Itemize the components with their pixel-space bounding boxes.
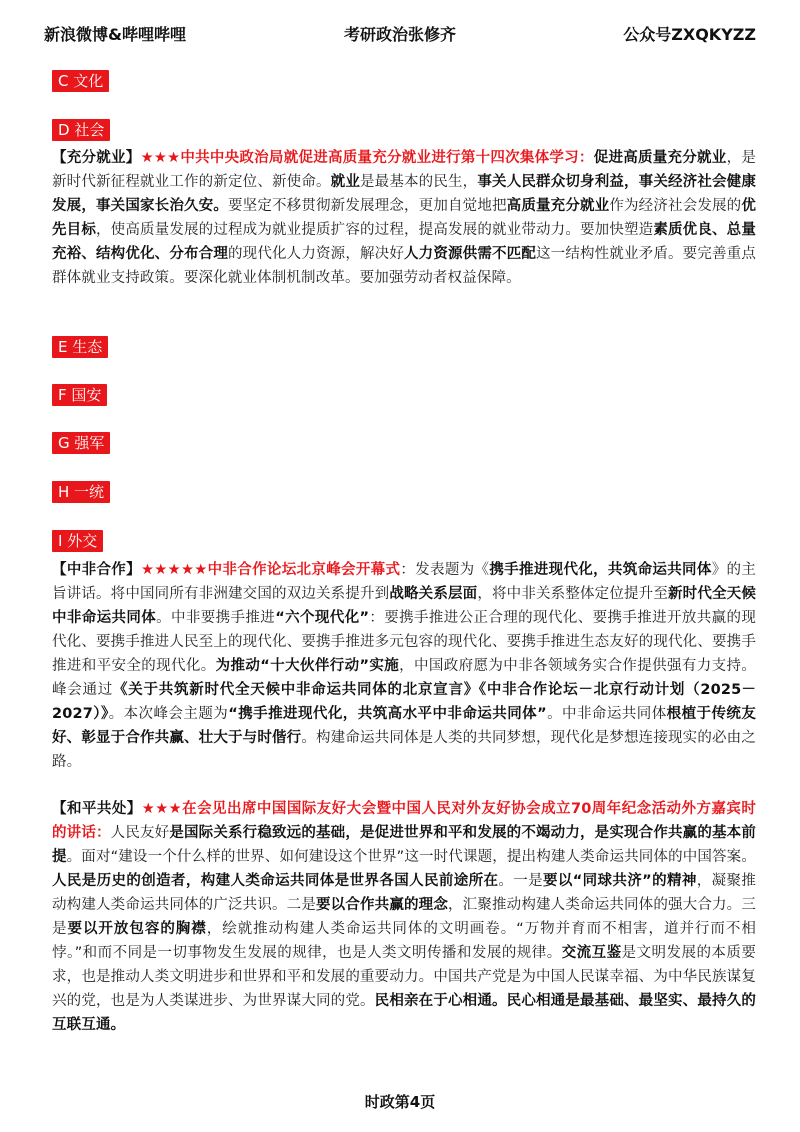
section3-text: 人民是历史的创造者，构建人类命运共同体是世界各国人民前途所在 bbox=[52, 873, 499, 889]
section3-text: ，汇聚推动构建人类命运共同体的强大合力。三是 bbox=[52, 897, 756, 937]
section1-text: ，是新时代新征程就业工作的新定位、新使命。 bbox=[52, 150, 756, 190]
section2-text: ，中国政府愿为中非各领域务实合作提供强有力支持。峰会通过 bbox=[52, 658, 756, 698]
tag-unification: H 一统 bbox=[52, 481, 110, 503]
section3-text: 交流互鉴 bbox=[561, 945, 622, 961]
section2-text: 。中非命运共同体 bbox=[546, 706, 667, 722]
section3-text: 。一是 bbox=[498, 873, 543, 889]
section3-text: 要以“同球共济”的精神 bbox=[542, 873, 697, 889]
section2-text: 。构建命运共同体是人类的共同梦想，现代化是梦想连接现实的必由之路。 bbox=[52, 730, 756, 770]
section2-text: 携手推进现代化，共筑命运共同体 bbox=[489, 562, 712, 578]
section2-text: 为推动“十大伙伴行动”实施 bbox=[215, 658, 400, 674]
section3-bracket: 【和平共处】 bbox=[52, 801, 142, 817]
section1-text: 就业 bbox=[330, 174, 361, 190]
section3-text: 要以合作共赢的理念 bbox=[316, 897, 448, 913]
section1-text: 促进高质量充分就业 bbox=[593, 150, 727, 166]
section1-text: 要坚定不移贯彻新发展理念，更加自觉地把 bbox=[228, 198, 507, 214]
section1-text: 人力资源供需不匹配 bbox=[404, 246, 536, 262]
tag-culture: C 文化 bbox=[52, 70, 109, 92]
section2-text: 战略关系层面 bbox=[389, 586, 478, 602]
section2-text: ：发表题为《 bbox=[400, 562, 490, 578]
section1-text: 是最基本的民生， bbox=[360, 174, 478, 190]
header-title: 考研政治张修齐 bbox=[343, 25, 456, 44]
section3-text: ，绘就推动构建人类命运共同体的文明画卷。“万物并育而不相害，道并行而不相悖。”和而不同是一切事物发生发展的规律，也是人类文明传播和发展的规律。 bbox=[52, 921, 756, 961]
section2-text: 。中非要携手推进 bbox=[156, 610, 276, 626]
section2-headline: ★★★★★中非合作论坛北京峰会开幕式 bbox=[140, 562, 401, 578]
section1-text: 高质量充分就业 bbox=[506, 198, 610, 214]
section2-text: 新时代全天候中非命运共同体 bbox=[52, 586, 756, 626]
header-right-text: 公众号ZXQKYZZ bbox=[623, 25, 756, 44]
section1-text: 优先目标 bbox=[52, 198, 756, 238]
section1-text: 这一结构性就业矛盾。要完善重点群体就业支持政策。要深化就业体制机制改革。要加强劳动者权益保障。 bbox=[52, 246, 756, 286]
section2-text: 根植于传统友好、彰显于合作共赢、壮大于与时偕行 bbox=[52, 706, 757, 746]
section2-text: 《关于共筑新时代全天候中非命运共同体的北京宣言》《中非合作论坛－北京行动计划（2025－2027）》 bbox=[52, 682, 757, 722]
section3-text: 民相亲在于心相通。民心相通是最基础、最坚实、最持久的互联互通。 bbox=[52, 993, 756, 1033]
tag-national-security: F 国安 bbox=[52, 384, 107, 406]
section3-text: 是文明发展的本质要求，也是推动人类文明进步和世界和平和发展的重要动力。中国共产党是为中国人民谋幸福、为中华民族谋复兴的党，也是为人类谋进步、为世界谋大同的党。 bbox=[52, 945, 756, 1009]
section3-text: 是国际关系行稳致远的基础，是促进世界和平和发展的不竭动力，是实现合作共赢的基本前提 bbox=[52, 825, 756, 865]
section3-headline: ★★★在会见出席中国国际友好大会暨中国人民对外友好协会成立70周年纪念活动外方嘉宾时的讲话： bbox=[52, 801, 756, 841]
page-number: 时政第4页 bbox=[364, 1093, 436, 1111]
section2-bracket: 【中非合作】 bbox=[52, 562, 141, 578]
section3-text: 人民友好 bbox=[110, 825, 170, 841]
section3-text: 。面对“建设一个什么样的世界、如何建设这个世界”这一时代课题，提出构建人类命运共同体的中国答案。 bbox=[66, 849, 756, 865]
section2-text: “携手推进现代化，共筑高水平中非命运共同体” bbox=[228, 706, 547, 722]
tag-diplomacy: I 外交 bbox=[52, 530, 103, 552]
tag-ecology: E 生态 bbox=[52, 336, 108, 358]
section1-bracket: 【充分就业】 bbox=[52, 150, 141, 166]
section-peaceful-coexistence bbox=[52, 797, 756, 1037]
section3-text: ，凝聚推动构建人类命运共同体的广泛共识。二是 bbox=[52, 873, 756, 913]
section1-text: ，使高质量发展的过程成为就业提质扩容的过程，提高发展的就业带动力。要加快塑造 bbox=[96, 222, 654, 238]
section1-text: 事关人民群众切身利益，事关经济社会健康发展，事关国家长治久安。 bbox=[52, 174, 757, 214]
section1-headline: ★★★中共中央政治局就促进高质量充分就业进行第十四次集体学习： bbox=[140, 150, 594, 166]
tag-society: D 社会 bbox=[52, 119, 110, 141]
section1-text: 的现代化人力资源，解决好 bbox=[228, 246, 404, 262]
section2-text: ：要携手推进公正合理的现代化、要携手推进开放共赢的现代化、要携手推进人民至上的现代化、要携手推进多元包容的现代化、要携手推进生态友好的现代化、要携手推进和平安全的现代化。 bbox=[52, 610, 756, 674]
section3-text: 要以开放包容的胸襟 bbox=[67, 921, 207, 937]
section-china-africa bbox=[52, 558, 756, 774]
page-header bbox=[44, 22, 756, 48]
header-left-text: 新浪微博&哔哩哔哩 bbox=[44, 25, 186, 44]
section-full-employment bbox=[52, 146, 756, 290]
section2-text: 》的主旨讲话。将中国同所有非洲建交国的双边关系提升到 bbox=[52, 562, 757, 602]
section2-text: 。本次峰会主题为 bbox=[108, 706, 229, 722]
section1-text: 作为经济社会发展的 bbox=[609, 198, 742, 214]
section1-text: 素质优良、总量充裕、结构优化、分布合理 bbox=[52, 222, 756, 262]
section2-text: “六个现代化” bbox=[275, 610, 370, 626]
section2-text: ，将中非关系整体定位提升至 bbox=[477, 586, 669, 602]
tag-military: G 强军 bbox=[52, 432, 110, 454]
